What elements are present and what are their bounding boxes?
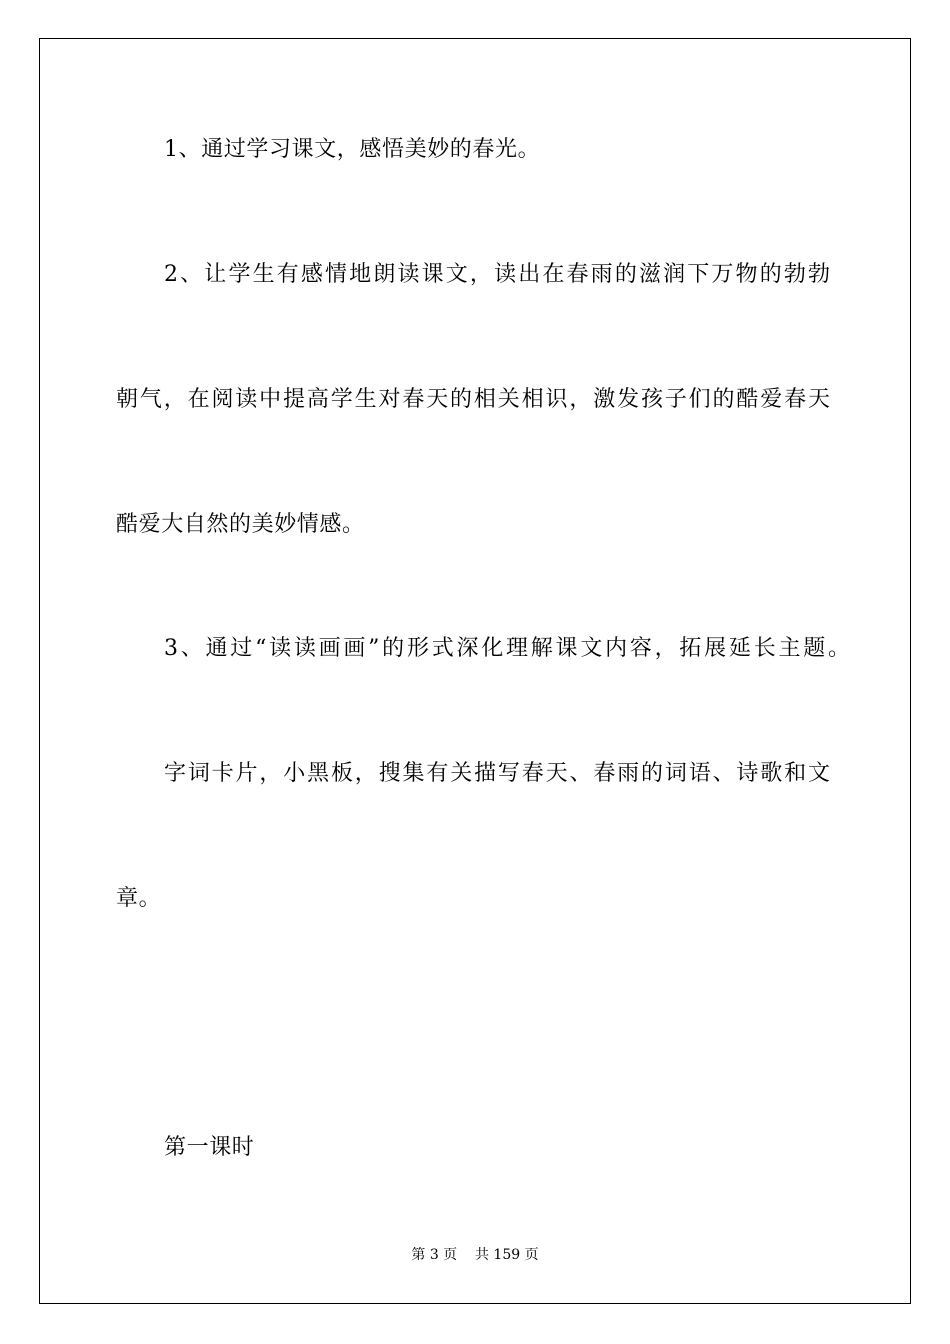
page-number-footer: 第 3 页 共 159 页 <box>411 1247 539 1263</box>
page-frame <box>39 38 911 1304</box>
paragraph-line: 朝气，在阅读中提高学生对春天的相关相识，激发孩子们的酷爱春天 <box>116 387 830 412</box>
paragraph-line: 2、让学生有感情地朗读课文，读出在春雨的滋润下万物的勃勃 <box>164 262 830 287</box>
section-heading: 第一课时 <box>164 1135 255 1160</box>
paragraph-line: 章。 <box>116 886 162 911</box>
paragraph-line: 1、通过学习课文，感悟美妙的春光。 <box>164 137 541 162</box>
paragraph-line: 字词卡片，小黑板，搜集有关描写春天、春雨的词语、诗歌和文 <box>164 761 830 786</box>
paragraph-line: 酷爱大自然的美妙情感。 <box>116 512 365 537</box>
paragraph-line: 3、通过“读读画画”的形式深化理解课文内容，拓展延长主题。 <box>164 636 850 661</box>
